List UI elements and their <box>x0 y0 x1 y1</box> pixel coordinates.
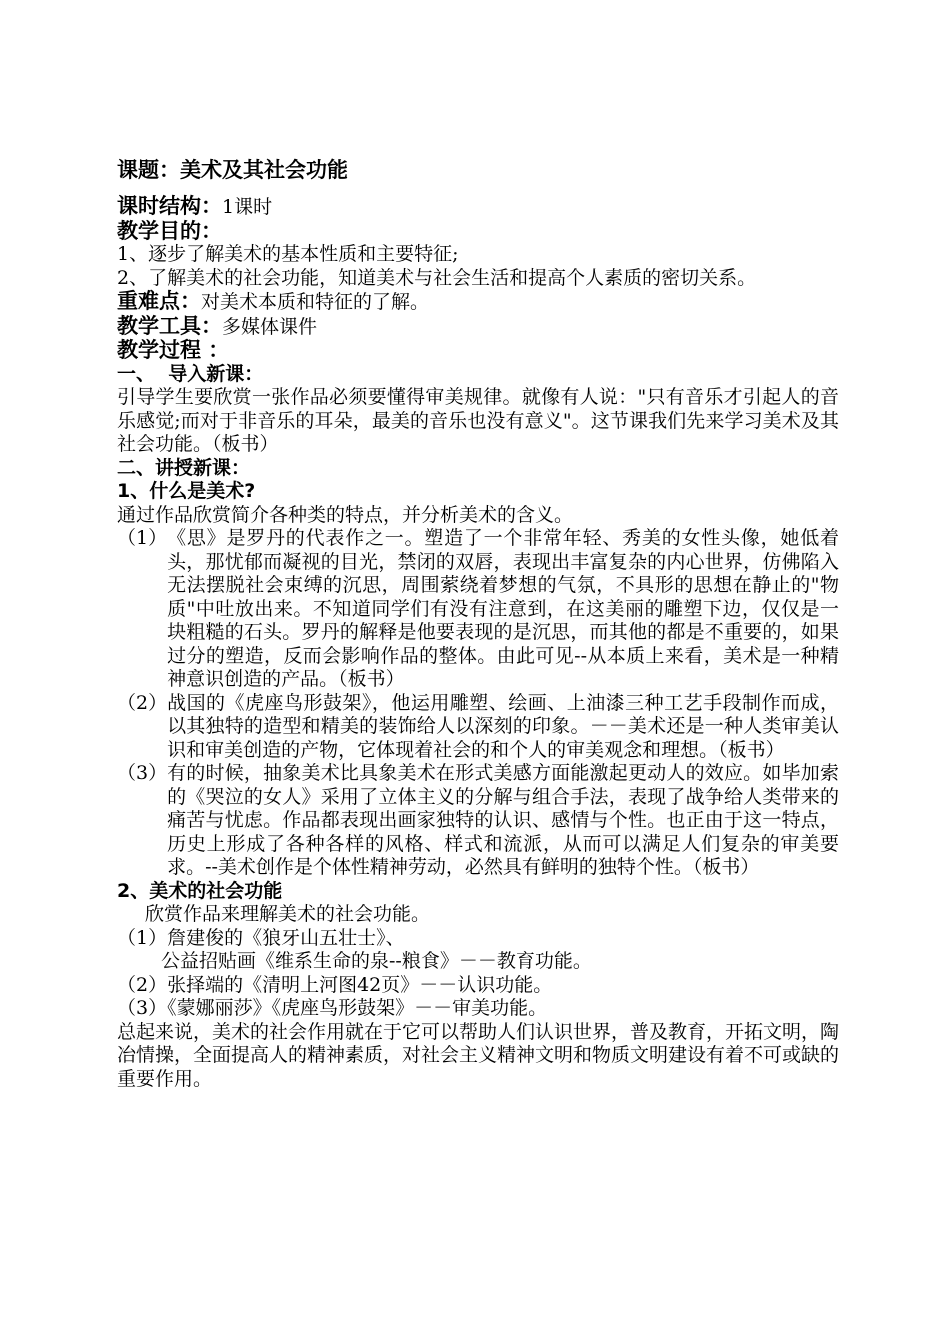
tools-value: 多媒体课件 <box>222 315 318 338</box>
objectives-heading: 教学目的： <box>117 218 222 243</box>
section-1-intro: 通过作品欣赏简介各种类的特点，并分析美术的含义。 <box>117 503 574 526</box>
artwork-item <box>117 762 839 880</box>
lesson-structure <box>117 195 839 220</box>
summary-text: 总起来说，美术的社会作用就在于它可以帮助人们认识世界，普及教育，开拓文明，陶冶情操，全面提高人的精神素质，对社会主义精神文明和物质文明建设有着不可或缺的重要作用。 <box>117 1020 840 1090</box>
item-number: （1） <box>117 527 168 549</box>
key-point-label: 重难点： <box>117 289 201 313</box>
teaching-tools <box>117 315 839 340</box>
section-1-heading: 1、什么是美术? <box>117 480 256 502</box>
section-2-heading: 2、美术的社会功能 <box>117 879 283 902</box>
intro-text: 引导学生要欣赏一张作品必须要懂得审美规律。就像有人说："只有音乐才引起人的音乐感觉;而对于非音乐的耳朵，最美的音乐也没有意义"。这节课我们先来学习美术及其社会功能。（板书） <box>117 386 839 455</box>
function-line: 公益招贴画《维系生命的泉--粮食》－－教育功能。 <box>161 950 592 972</box>
function-line: （2）张择端的《清明上河图42页》－－认识功能。 <box>117 973 553 996</box>
lecture-heading: 二、讲授新课： <box>117 456 251 479</box>
item-text: 《思》是罗丹的代表作之一。塑造了一个非常年轻、秀美的女性头像，她低着头，那忧郁而凝视的目光，禁闭的双唇，表现出丰富复杂的内心世界，仿佛陷入无法摆脱社会束缚的沉思，周围萦绕着梦想的气氛，不具形的思想在静止的"物质"中吐放出来。不知道同学们有没有注意到，在这美丽的雕塑下边，仅仅是一块粗糙的石头。罗丹的解释是他要表现的是沉思，而其他的都是不重要的，如果过分的塑造，反而会影响作品的整体。由此可见--从本质上来看，美术是一种精神意识创造的产品。（板书） <box>167 527 839 690</box>
process-heading: 教学过程 ： <box>117 338 230 362</box>
section-2-intro: 欣赏作品来理解美术的社会功能。 <box>145 903 431 925</box>
function-line: （3）《蒙娜丽莎》《虎座鸟形鼓架》－－审美功能。 <box>117 997 548 1019</box>
key-point <box>117 290 839 315</box>
key-point-value: 对美术本质和特征的了解。 <box>201 291 430 313</box>
structure-value: 1课时 <box>222 196 273 218</box>
intro-heading: 一、 导入新课： <box>117 362 264 385</box>
lesson-plan-document <box>117 155 839 1091</box>
structure-label: 课时结构： <box>117 194 222 218</box>
objective-item: 2、了解美术的社会功能，知道美术与社会生活和提高个人素质的密切关系。 <box>117 266 757 289</box>
item-number: （3） <box>117 762 168 784</box>
item-number: （2） <box>117 691 168 714</box>
artwork-item <box>117 692 839 763</box>
item-text: 战国的《虎座鸟形鼓架》，他运用雕塑、绘画、上油漆三种工艺手段制作而成，以其独特的造型和精美的装饰给人以深刻的印象。－－美术还是一种人类审美认识和审美创造的产物，它体现着社会的和个人的审美观念和理想。（板书） <box>167 691 839 761</box>
lesson-title: 课题：美术及其社会功能 <box>117 158 348 182</box>
objective-item: 1、逐步了解美术的基本性质和主要特征; <box>117 243 459 265</box>
artwork-item <box>117 527 839 692</box>
function-line: （1）詹建俊的《狼牙山五壮士》、 <box>117 926 405 949</box>
tools-label: 教学工具： <box>117 313 222 338</box>
item-text: 有的时候，抽象美术比具象美术在形式美感方面能激起更动人的效应。如毕加索的《哭泣的女人》采用了立体主义的分解与组合手法，表现了战争给人类带来的痛苦与忧虑。作品都表现出画家独特的认识、感情与个性。也正由于这一特点，历史上形成了各种各样的风格、样式和流派，从而可以满足人们复杂的审美要求。--美术创作是个体性精神劳动，必然具有鲜明的独特个性。（板书） <box>167 762 839 878</box>
